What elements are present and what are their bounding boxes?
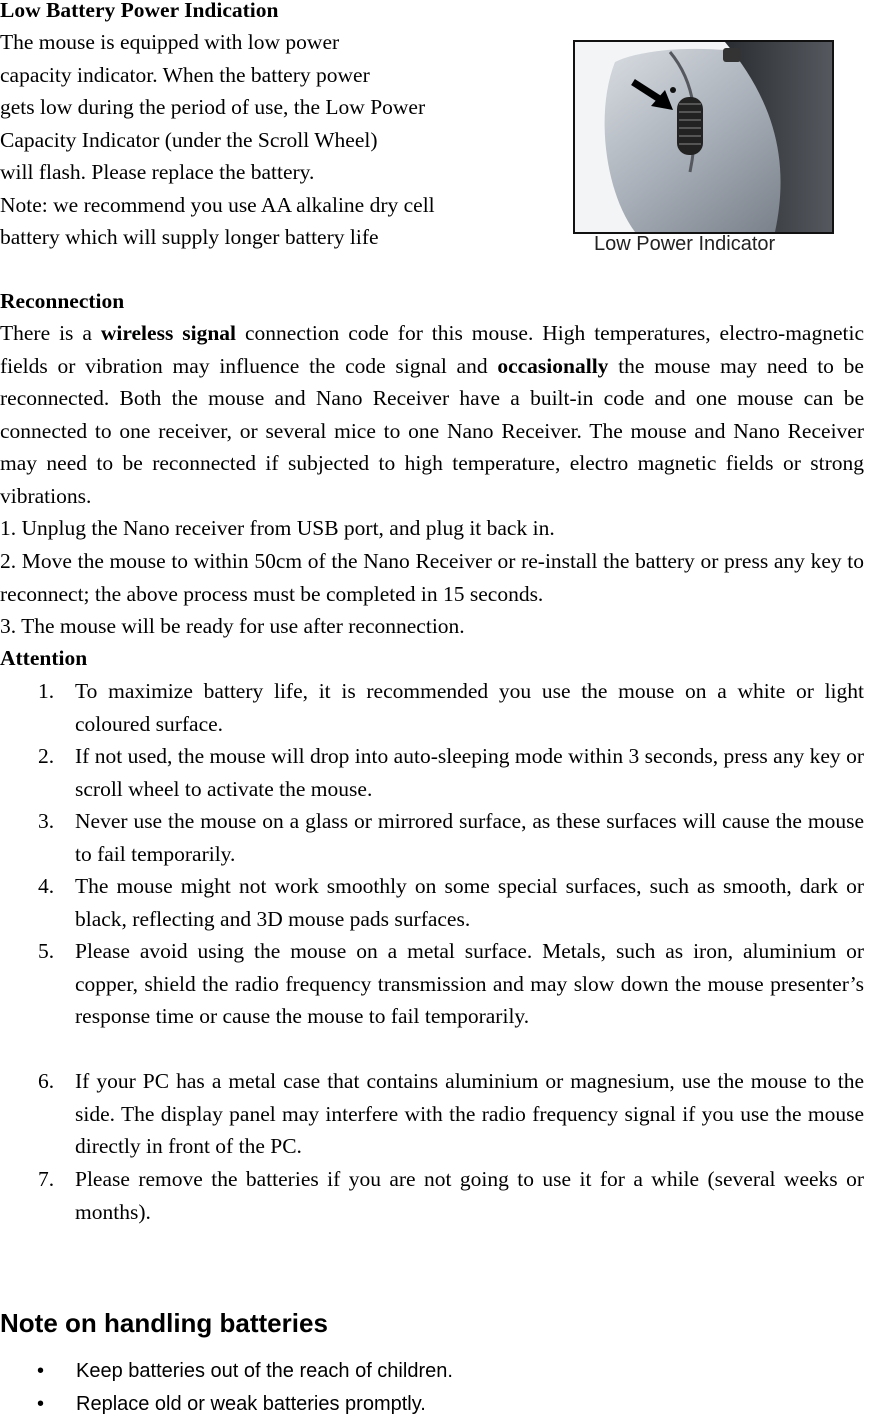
bullet-icon: • (37, 1393, 45, 1415)
item-text: The mouse might not work smoothly on some special surfaces, such as smooth, dark or black, reflecting and 3D mouse pads surfaces. (75, 874, 864, 931)
bullet-text: Replace old or weak batteries promptly. (76, 1393, 426, 1415)
item-number: 4. (38, 874, 55, 898)
item-text: To maximize battery life, it is recommended you use the mouse on a white or light coloured surface. (75, 679, 864, 736)
item-text: If not used, the mouse will drop into auto-sleeping mode within 3 seconds, press any key or scroll wheel to activate the mouse. (75, 744, 864, 801)
reconnection-paragraph (0, 317, 864, 513)
bullet-text: Keep batteries out of the reach of children. (76, 1360, 453, 1382)
item-number: 3. (38, 809, 55, 833)
item-text: Never use the mouse on a glass or mirrored surface, as these surfaces will cause the mouse to fail temporarily. (75, 809, 864, 866)
reconnection-step: 2. Move the mouse to within 50cm of the Nano Receiver or re-install the battery or press any key to reconnect; the above process must be completed in 15 seconds. (0, 549, 864, 606)
item-number: 2. (38, 744, 55, 768)
bullet-icon: • (37, 1360, 45, 1382)
low-battery-heading: Low Battery Power Indication (0, 0, 279, 22)
low-battery-line: Note: we recommend you use AA alkaline dry cell (0, 193, 435, 217)
low-battery-line: The mouse is equipped with low power (0, 30, 340, 54)
reconnection-text: There is a (0, 321, 101, 345)
reconnection-step: 3. The mouse will be ready for use after reconnection. (0, 614, 465, 638)
reconnection-heading: Reconnection (0, 289, 125, 313)
wireless-signal-term: wireless signal (100, 321, 237, 345)
figure-caption: Low Power Indicator (594, 233, 776, 255)
item-text: Please avoid using the mouse on a metal surface. Metals, such as iron, aluminium or copper, shield the radio frequency transmission and may slow down the mouse presenter’s response time or cause the mouse to fail temporarily. (75, 939, 864, 1029)
low-battery-line: will flash. Please replace the battery. (0, 160, 315, 184)
item-number: 6. (38, 1069, 55, 1093)
mouse-illustration (575, 42, 832, 232)
item-text: Please remove the batteries if you are not going to use it for a while (several weeks or months). (75, 1167, 864, 1224)
mouse-photo (573, 40, 834, 234)
reconnection-text: the mouse may need to be reconnected. Both the mouse and Nano Receiver have a built-in code and one mouse can be connected to one receiver, or several mice to one Nano Receiver. The mouse and Nano Receiver may need to be reconnected if subjected to high temperature, electro magnetic fields or strong vibrations. (0, 353, 864, 508)
item-number: 5. (38, 939, 55, 963)
low-battery-line: gets low during the period of use, the Low Power (0, 95, 426, 119)
item-text: If your PC has a metal case that contains aluminium or magnesium, use the mouse to the side. The display panel may interfere with the radio frequency signal if you use the mouse directly in front of the PC. (75, 1069, 864, 1159)
item-number: 1. (38, 679, 55, 703)
occasionally-term: occasionally (497, 353, 609, 378)
item-number: 7. (38, 1167, 55, 1191)
low-battery-line: battery which will supply longer battery life (0, 225, 379, 249)
batteries-heading: Note on handling batteries (0, 1308, 328, 1338)
scroll-wheel (677, 97, 703, 155)
reconnection-text: connection code for this mouse. High temperatures, electro-magnetic fields or vibration may influence the code signal and (0, 321, 865, 378)
low-battery-line: capacity indicator. When the battery power (0, 63, 370, 87)
low-battery-line: Capacity Indicator (under the Scroll Wheel) (0, 128, 378, 152)
attention-heading: Attention (0, 646, 88, 670)
reconnection-step: 1. Unplug the Nano receiver from USB port, and plug it back in. (0, 516, 555, 540)
low-power-led (670, 87, 676, 93)
